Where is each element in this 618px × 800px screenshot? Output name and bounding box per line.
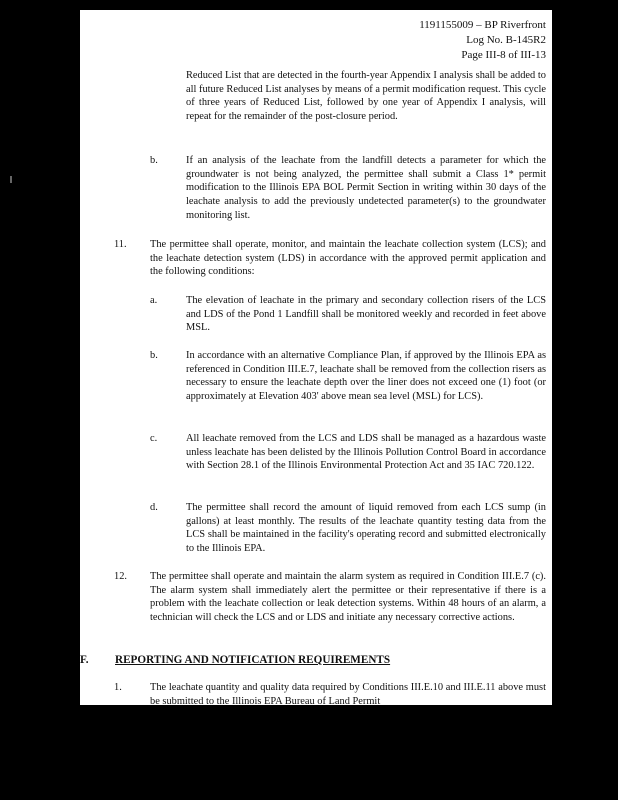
item-11b-text: In accordance with an alternative Compliance Plan, if approved by the Illinois EPA as referenced in Condition III.E.7, leachate shall be removed from the collection risers as necessary to ensure the leachate depth over the liner does not exceed one (1) foot (or approximately at Elevation 403' above mean sea level (MSL) for LCS). <box>186 350 546 403</box>
item-11-text: The permittee shall operate, monitor, and maintain the leachate collection system (LCS); and the leachate detection system (LDS) in accordance with the approved permit application and the following conditions: <box>150 239 546 278</box>
item-11a-label: a. <box>150 295 158 306</box>
item-11-number: 11. <box>114 239 127 250</box>
item-11a-text: The elevation of leachate in the primary and secondary collection risers of the LCS and LDS of the Pond 1 Landfill shall be monitored weekly and recorded in feet above MSL. <box>186 295 546 334</box>
item-11c-label: c. <box>150 433 158 444</box>
page-header <box>419 18 546 63</box>
document-page <box>80 10 552 705</box>
page-number: Page III-8 of III-13 <box>461 49 546 61</box>
continued-paragraph: Reduced List that are detected in the fourth-year Appendix I analysis shall be added to all future Reduced List analyses by means of a permit modification request. This cycle of three years of Reduced List, followed by one year of Appendix I analysis, will repeat for the remainder of the post-closure period. <box>186 70 546 123</box>
log-number: Log No. B-145R2 <box>466 34 546 46</box>
item-f1-number: 1. <box>114 682 122 693</box>
item-11d-text: The permittee shall record the amount of liquid removed from each LCS sump (in gallons) at least monthly. The results of the leachate quantity testing data from the LCS shall be maintained in the facility's operating record and submitted electronically to the Illinois EPA. <box>186 502 546 555</box>
item-10b-text: If an analysis of the leachate from the landfill detects a parameter for which the groundwater is not being analyzed, the permittee shall submit a Class 1* permit modification to the Illinois EPA BOL Permit Section in writing within 30 days of the leachate analysis to add the previously undetected parameter(s) to the groundwater monitoring list. <box>186 155 546 221</box>
item-11b-label: b. <box>150 350 158 361</box>
item-12-number: 12. <box>114 571 127 582</box>
section-f-letter: F. <box>80 654 89 666</box>
item-f1-text: The leachate quantity and quality data required by Conditions III.E.10 and III.E.11 above must be submitted to the Illinois EPA Bureau of Land Permit <box>150 682 546 705</box>
item-11d-label: d. <box>150 502 158 513</box>
scan-speck <box>10 176 12 183</box>
facility-id: 1191155009 – BP Riverfront <box>419 19 546 31</box>
item-10b-label: b. <box>150 155 158 166</box>
item-12-text: The permittee shall operate and maintain the alarm system as required in Condition III.E.7 (c). The alarm system shall immediately alert the permittee or their representative if there is a problem with the leachate collection or leak detection systems. Within 48 hours of an alarm, a technician will check the LCS and or LDS and initiate any necessary corrective actions. <box>150 571 546 624</box>
item-11c-text: All leachate removed from the LCS and LDS shall be managed as a hazardous waste unless leachate has been delisted by the Illinois Pollution Control Board in accordance with Section 28.1 of the Illinois Environmental Protection Act and 35 IAC 720.122. <box>186 433 546 472</box>
section-f-title: REPORTING AND NOTIFICATION REQUIREMENTS <box>115 654 391 666</box>
